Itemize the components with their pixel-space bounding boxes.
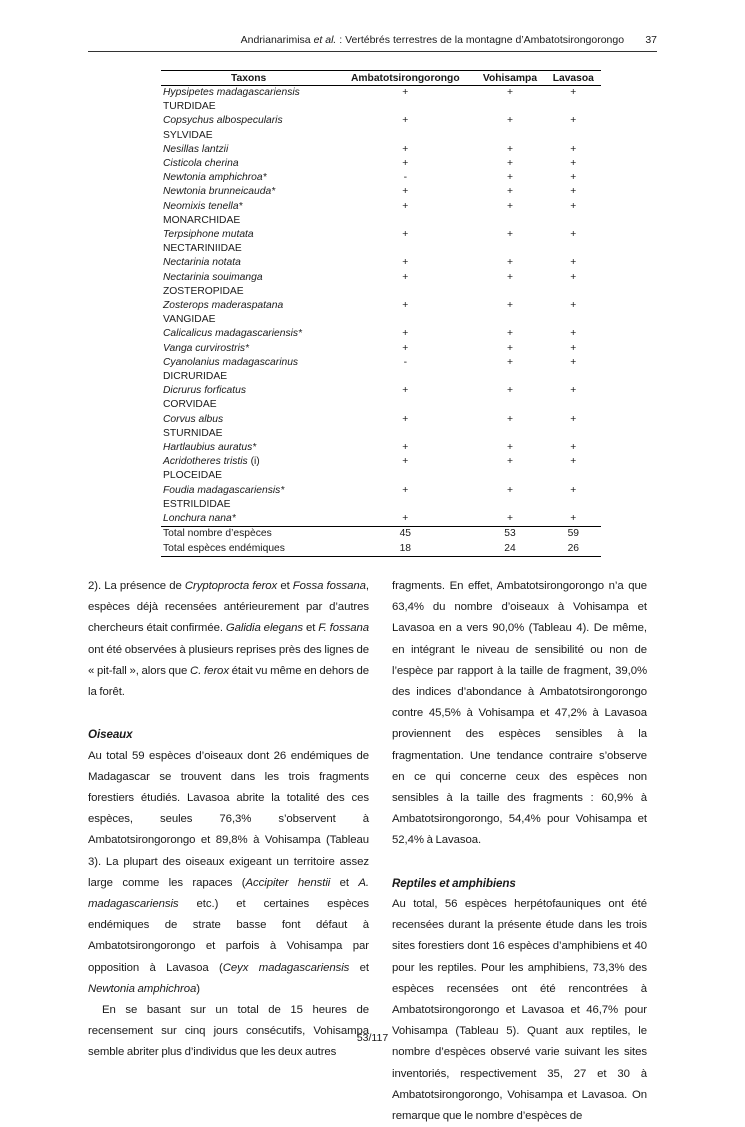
empty-cell <box>474 313 545 327</box>
taxon-name: Newtonia amphichroa* <box>163 172 267 184</box>
family-row <box>161 313 601 327</box>
presence-ambatotsirongorongo: + <box>402 87 409 98</box>
presence-ambatotsirongorongo: + <box>402 413 409 425</box>
presence-ambatotsirongorongo: + <box>402 271 409 283</box>
journal-page-number: 37 <box>645 34 657 46</box>
italic-text: F. fossana <box>318 622 369 635</box>
table-row <box>161 356 601 370</box>
taxon-name-cell <box>161 384 336 398</box>
empty-cell <box>336 242 474 256</box>
taxon-name-cell <box>161 455 336 469</box>
empty-cell <box>474 469 545 483</box>
taxon-status: (i) <box>247 456 260 468</box>
presence-lavasoa: + <box>570 143 577 155</box>
paragraph <box>392 894 647 1127</box>
total-lavasoa: 59 <box>546 527 601 542</box>
paragraph <box>88 746 369 1000</box>
table-row <box>161 171 601 185</box>
taxon-name: Cisticola cherina <box>163 158 239 170</box>
empty-cell <box>546 100 601 114</box>
taxon-name: Nectarinia notata <box>163 257 241 269</box>
empty-cell <box>336 469 474 483</box>
empty-cell <box>336 498 474 512</box>
table-row <box>161 228 601 242</box>
table-row <box>161 143 601 157</box>
table-row <box>161 185 601 199</box>
taxon-name-cell <box>161 114 336 128</box>
presence-vohisampa: + <box>506 385 513 397</box>
presence-ambatotsirongorongo: + <box>402 385 409 397</box>
taxon-name: Nesillas lantzii <box>163 143 229 155</box>
presence-lavasoa: + <box>570 172 577 184</box>
text-run: En se basant sur un total de 15 heures de recensement sur cinq jours consécutifs, Vohisampa semble abriter plus d’individus que les deux autres <box>88 1004 369 1059</box>
presence-ambatotsirongorongo: + <box>402 158 409 170</box>
presence-vohisampa: + <box>506 456 513 468</box>
text-run: était vu même en dehors de la forêt. <box>88 664 369 699</box>
italic-text: Accipiter henstii <box>245 876 331 889</box>
italic-text: C. ferox <box>190 664 229 677</box>
totals-label: Total espèces endémiques <box>161 542 336 557</box>
presence-lavasoa: + <box>570 300 577 312</box>
family-name: STURNIDAE <box>163 427 223 439</box>
empty-cell <box>546 214 601 228</box>
table-row <box>161 441 601 455</box>
family-row <box>161 285 601 299</box>
presence-vohisampa: + <box>506 328 513 340</box>
presence-vohisampa: + <box>506 442 513 454</box>
taxon-name-cell <box>161 86 336 101</box>
empty-cell <box>474 129 545 143</box>
taxon-name-cell <box>161 228 336 242</box>
italic-text: Galidia elegans <box>225 622 304 635</box>
presence-vohisampa: + <box>506 413 513 425</box>
presence-ambatotsirongorongo: + <box>402 115 409 127</box>
presence-vohisampa: + <box>506 229 513 241</box>
taxon-name-cell <box>161 356 336 370</box>
taxon-name: Hartlaubius auratus* <box>163 442 257 454</box>
empty-cell <box>474 242 545 256</box>
empty-cell <box>546 469 601 483</box>
empty-cell <box>336 129 474 143</box>
family-row <box>161 100 601 114</box>
presence-vohisampa: + <box>506 172 513 184</box>
text-run: Au total 59 espèces d’oiseaux dont 26 endémiques de Madagascar se trouvent dans les trois fragments forestiers étudiés. Lavasoa abrite la totalité des ces espèces, seules 76,3% s’observent à Ambatotsirongorongo et 89,8% à Vohisampa (Tableau 3). La plupart des oiseaux exigeant un territoire assez large comme les rapaces ( <box>88 749 369 889</box>
section-heading: Oiseaux <box>88 728 133 742</box>
table-row <box>161 484 601 498</box>
empty-cell <box>546 313 601 327</box>
running-header <box>88 34 657 46</box>
taxon-name: Nectarinia souimanga <box>163 271 263 283</box>
species-table <box>161 70 601 557</box>
presence-lavasoa: + <box>570 442 577 454</box>
empty-cell <box>474 498 545 512</box>
text-run: , espèces déjà recensées antérieurement par d’autres chercheurs était confirmée. <box>88 580 369 635</box>
taxon-name: Acridotheres tristis <box>163 456 248 468</box>
text-run: ont été observées à plusieurs reprises près des lignes de « pit-fall », alors que <box>88 643 369 677</box>
family-name: CORVIDAE <box>163 399 217 411</box>
family-name: DICRURIDAE <box>163 371 228 383</box>
empty-cell <box>546 498 601 512</box>
empty-cell <box>336 427 474 441</box>
header-etal: et al. <box>313 34 337 46</box>
table-row <box>161 512 601 527</box>
total-vohisampa: 53 <box>474 527 545 542</box>
table-row <box>161 299 601 313</box>
presence-ambatotsirongorongo: + <box>402 229 409 241</box>
total-ambatotsirongorongo: 45 <box>336 527 474 542</box>
paragraph <box>88 576 369 703</box>
paragraph-gap <box>392 852 647 873</box>
taxon-name: Hypsipetes madagascariensis <box>163 87 300 98</box>
taxon-name-cell <box>161 157 336 171</box>
table-header-row <box>161 71 601 86</box>
family-row <box>161 370 601 384</box>
taxon-name: Terpsiphone mutata <box>163 229 254 241</box>
text-run: Au total, 56 espèces herpétofauniques ont été recensées durant la présente étude dans les trois sites forestiers dont 16 espèces d’amphibiens et 40 pour les reptiles. Pour les amphibiens, 73,3% des espèces recensées ont été rencontrées à Ambatotsirongorongo et Lavasoa et 46,7% pour Vohisampa (Tableau 5). Quant aux reptiles, le nombre d’espèces observé varie suivant les sites inventoriés, respectivement 35, 27 et 30 à Ambatotsirongorongo, Vohisampa et Lavasoa. On remarque que le nombre d’espèces de <box>392 898 647 1123</box>
presence-ambatotsirongorongo: + <box>402 456 409 468</box>
presence-vohisampa: + <box>506 158 513 170</box>
taxon-name-cell <box>161 171 336 185</box>
taxon-name: Neomixis tenella* <box>163 200 243 212</box>
empty-cell <box>474 100 545 114</box>
left-text-column <box>88 576 369 1064</box>
presence-ambatotsirongorongo: + <box>402 328 409 340</box>
family-name: SYLVIDAE <box>163 129 213 141</box>
family-row <box>161 427 601 441</box>
empty-cell <box>546 242 601 256</box>
presence-vohisampa: + <box>506 300 513 312</box>
presence-lavasoa: + <box>570 484 577 496</box>
italic-text: Newtonia amphichroa <box>88 982 197 995</box>
taxon-name-cell <box>161 200 336 214</box>
taxon-name: Cyanolanius madagascarinus <box>163 356 299 368</box>
taxon-name-cell <box>161 327 336 341</box>
table-row <box>161 114 601 128</box>
presence-lavasoa: + <box>570 342 577 354</box>
totals-row <box>161 527 601 542</box>
family-name: ZOSTEROPIDAE <box>163 285 244 297</box>
taxon-name: Copsychus albospecularis <box>163 115 283 127</box>
empty-cell <box>336 285 474 299</box>
text-run: ) <box>196 982 200 995</box>
italic-text: A. madagascariensis <box>88 876 369 911</box>
presence-lavasoa: + <box>570 87 577 98</box>
table-row <box>161 271 601 285</box>
empty-cell <box>336 398 474 412</box>
right-text-column <box>392 576 647 1127</box>
table-row <box>161 200 601 214</box>
table-body <box>161 86 601 557</box>
presence-ambatotsirongorongo: + <box>402 143 409 155</box>
presence-ambatotsirongorongo: - <box>403 172 408 184</box>
family-row <box>161 469 601 483</box>
empty-cell <box>546 129 601 143</box>
col-header-ambatotsirongorongo: Ambatotsirongorongo <box>336 71 474 86</box>
taxon-name: Dicrurus forficatus <box>163 385 246 397</box>
empty-cell <box>474 427 545 441</box>
presence-vohisampa: + <box>506 342 513 354</box>
totals-row <box>161 542 601 557</box>
presence-lavasoa: + <box>570 271 577 283</box>
empty-cell <box>336 313 474 327</box>
total-lavasoa: 26 <box>546 542 601 557</box>
family-name: PLOCEIDAE <box>163 470 222 482</box>
paragraph <box>392 576 647 852</box>
presence-lavasoa: + <box>570 115 577 127</box>
taxon-name: Corvus albus <box>163 413 224 425</box>
presence-ambatotsirongorongo: + <box>402 186 409 198</box>
presence-vohisampa: + <box>506 513 513 525</box>
header-rule <box>88 51 657 52</box>
text-run: fragments. En effet, Ambatotsirongorongo n’a que 63,4% du nombre d’oiseaux à Vohisampa et Lavasoa en a vers 90,0% (Tableau 4). De même, en intégrant le niveau de sensibilité ou non de l’espèce par rapport à la taille de fragment, 39,0% des indices d’abondance à Ambatotsirongorongo contre 45,5% à Vohisampa et 47,2% à Lavasoa proviennent des espèces sensibles à la fragmentation. Une tendance contraire s’observe en ce qui concerne ceux des espèces non sensibles à la taille des fragments : 60,9% à Ambatotsirongorongo, 54,4% pour Vohisampa et 52,4% à Lavasoa. <box>392 580 647 847</box>
text-run: et <box>303 622 319 635</box>
presence-lavasoa: + <box>570 257 577 269</box>
empty-cell <box>336 100 474 114</box>
presence-vohisampa: + <box>506 257 513 269</box>
italic-text: Cryptoprocta ferox <box>184 580 278 592</box>
col-header-taxons: Taxons <box>161 71 336 86</box>
taxon-name-cell <box>161 256 336 270</box>
page-counter: 53/117 <box>356 1032 389 1044</box>
text-run: et <box>330 876 359 889</box>
presence-lavasoa: + <box>570 513 577 525</box>
italic-text: Fossa fossana <box>292 580 366 592</box>
table-row <box>161 455 601 469</box>
family-name: MONARCHIDAE <box>163 214 241 226</box>
empty-cell <box>546 398 601 412</box>
family-row <box>161 214 601 228</box>
header-author: Andrianarimisa <box>240 34 314 46</box>
empty-cell <box>546 427 601 441</box>
table-row <box>161 256 601 270</box>
taxon-name: Vanga curvirostris* <box>163 342 250 354</box>
presence-vohisampa: + <box>506 115 513 127</box>
family-name: VANGIDAE <box>163 314 216 326</box>
presence-lavasoa: + <box>570 229 577 241</box>
table-row <box>161 86 601 101</box>
text-run: 2). La présence de <box>88 580 185 592</box>
presence-vohisampa: + <box>506 356 513 368</box>
family-row <box>161 242 601 256</box>
family-name: NECTARINIIDAE <box>163 243 242 255</box>
taxon-name-cell <box>161 299 336 313</box>
empty-cell <box>474 214 545 228</box>
taxon-name-cell <box>161 143 336 157</box>
presence-ambatotsirongorongo: + <box>402 484 409 496</box>
taxon-name: Newtonia brunneicauda* <box>163 186 276 198</box>
section-heading: Reptiles et amphibiens <box>392 876 516 890</box>
text-run: etc.) et certaines espèces endémiques de strate basse font défaut à Ambatotsirongorongo et parfois à Vohisampa par opposition à Lavasoa ( <box>88 898 369 974</box>
presence-ambatotsirongorongo: + <box>402 300 409 312</box>
empty-cell <box>336 370 474 384</box>
presence-lavasoa: + <box>570 385 577 397</box>
italic-text: Ceyx madagascariensis <box>222 961 350 974</box>
taxon-name-cell <box>161 271 336 285</box>
empty-cell <box>474 285 545 299</box>
presence-ambatotsirongorongo: + <box>402 513 409 525</box>
presence-lavasoa: + <box>570 356 577 368</box>
presence-vohisampa: + <box>506 87 513 98</box>
presence-ambatotsirongorongo: + <box>402 257 409 269</box>
total-ambatotsirongorongo: 18 <box>336 542 474 557</box>
empty-cell <box>474 398 545 412</box>
empty-cell <box>336 214 474 228</box>
family-row <box>161 498 601 512</box>
taxon-name-cell <box>161 413 336 427</box>
family-row <box>161 129 601 143</box>
text-run: et <box>349 961 369 974</box>
text-run: et <box>277 580 293 592</box>
total-vohisampa: 24 <box>474 542 545 557</box>
presence-ambatotsirongorongo: - <box>403 356 408 368</box>
presence-vohisampa: + <box>506 200 513 212</box>
totals-label: Total nombre d’espèces <box>161 527 336 542</box>
table-row <box>161 342 601 356</box>
empty-cell <box>546 285 601 299</box>
taxon-name: Zosterops maderaspatana <box>163 300 284 312</box>
empty-cell <box>474 370 545 384</box>
header-title: : Vertébrés terrestres de la montagne d’Ambatotsirongorongo <box>336 34 625 46</box>
presence-lavasoa: + <box>570 186 577 198</box>
taxon-name-cell <box>161 484 336 498</box>
presence-ambatotsirongorongo: + <box>402 442 409 454</box>
table-row <box>161 327 601 341</box>
presence-lavasoa: + <box>570 328 577 340</box>
taxon-name-cell <box>161 512 336 527</box>
presence-vohisampa: + <box>506 271 513 283</box>
table-row <box>161 413 601 427</box>
taxon-name-cell <box>161 185 336 199</box>
col-header-vohisampa: Vohisampa <box>474 71 545 86</box>
presence-lavasoa: + <box>570 456 577 468</box>
presence-vohisampa: + <box>506 186 513 198</box>
taxon-name-cell <box>161 441 336 455</box>
taxon-name: Lonchura nana* <box>163 513 236 525</box>
presence-ambatotsirongorongo: + <box>402 200 409 212</box>
paragraph-gap <box>88 703 369 724</box>
col-header-lavasoa: Lavasoa <box>546 71 601 86</box>
family-name: ESTRILDIDAE <box>163 498 231 510</box>
taxon-name: Foudia madagascariensis* <box>163 484 285 496</box>
family-name: TURDIDAE <box>163 101 216 113</box>
presence-lavasoa: + <box>570 413 577 425</box>
presence-vohisampa: + <box>506 484 513 496</box>
presence-lavasoa: + <box>570 200 577 212</box>
presence-lavasoa: + <box>570 158 577 170</box>
table-row <box>161 157 601 171</box>
table-row <box>161 384 601 398</box>
taxon-name: Calicalicus madagascariensis* <box>163 328 303 340</box>
family-row <box>161 398 601 412</box>
empty-cell <box>546 370 601 384</box>
taxon-name-cell <box>161 342 336 356</box>
presence-ambatotsirongorongo: + <box>402 342 409 354</box>
presence-vohisampa: + <box>506 143 513 155</box>
